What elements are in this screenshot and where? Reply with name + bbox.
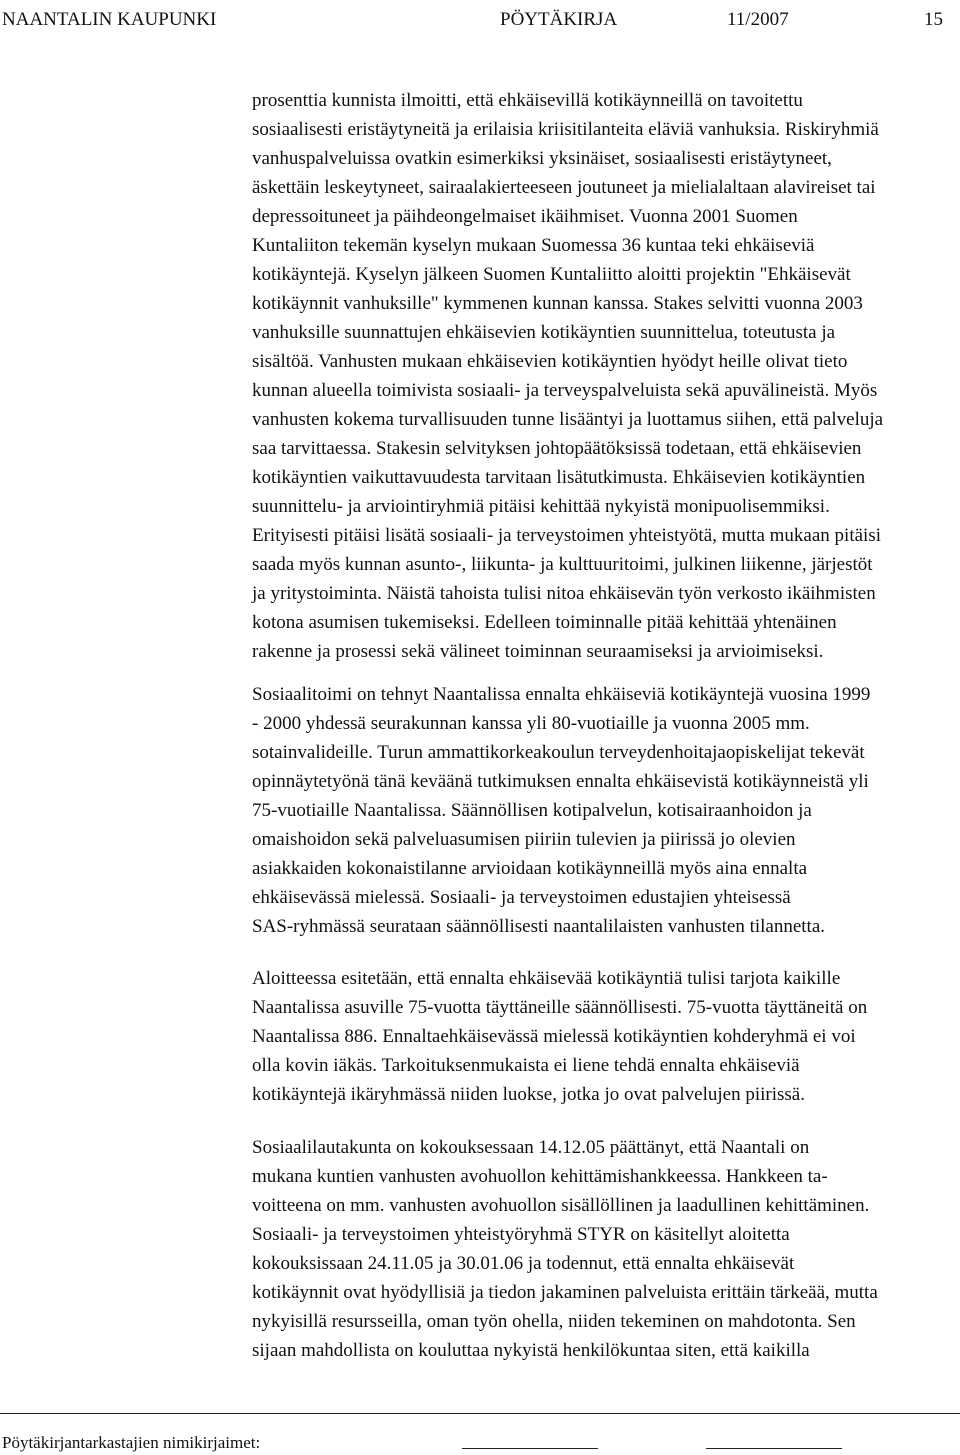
document-number: 11/2007 xyxy=(727,9,789,30)
text-line: kotona asumisen tukemiseksi. Edelleen toiminnalle pitää kehittää yhtenäinen xyxy=(252,612,837,633)
text-line: omaishoidon sekä palveluasumisen piiriin tulevien ja piirissä jo olevien xyxy=(252,829,796,850)
paragraph-1 xyxy=(252,86,883,666)
text-line: voitteena on mm. vanhusten avohuollon sisällöllinen ja laadullinen kehittäminen. xyxy=(252,1195,870,1216)
document-type: PÖYTÄKIRJA xyxy=(500,9,618,30)
text-line: Naantalissa 886. Ennaltaehkäisevässä mielessä kotikäyntien kohderyhmä ei voi xyxy=(252,1026,856,1047)
initials-signature-line xyxy=(706,1448,842,1449)
initials-signature-line xyxy=(462,1448,598,1449)
text-line: sisältöä. Vanhusten mukaan ehkäisevien kotikäyntien hyödyt heille olivat tieto xyxy=(252,351,848,372)
text-line: Erityisesti pitäisi lisätä sosiaali- ja terveystoimen yhteistyötä, mutta mukaan pitäisi xyxy=(252,525,881,546)
text-line: sijaan mahdollista on kouluttaa nykyistä henkilökuntaa siten, että kaikilla xyxy=(252,1340,810,1361)
text-line: sosiaalisesti eristäytyneitä ja erilaisia kriisitilanteita eläviä vanhuksia. Riskiryhmiä xyxy=(252,119,879,140)
text-line: ehkäisevässä mielessä. Sosiaali- ja terveystoimen edustajien yhteisessä xyxy=(252,887,791,908)
text-line: saa tarvittaessa. Stakesin selvityksen johtopäätöksissä todetaan, että ehkäisevien xyxy=(252,438,862,459)
text-line: ja yritystoiminta. Näistä tahoista tulisi nitoa ehkäisevän työn verkosto ikäihmisten xyxy=(252,583,876,604)
paragraph-4 xyxy=(252,1133,878,1365)
page-number: 15 xyxy=(924,9,943,30)
footer-divider xyxy=(0,1413,960,1414)
text-line: sotainvalideille. Turun ammattikorkeakoulun terveydenhoitajaopiskelijat tekevät xyxy=(252,742,865,763)
text-line: vanhuksille suunnattujen ehkäisevien kotikäyntien suunnittelua, toteutusta ja xyxy=(252,322,836,343)
text-line: äskettäin leskeytyneet, sairaalakierteeseen joutuneet ja mielialaltaan alavireiset tai xyxy=(252,177,876,198)
text-line: SAS-ryhmässä seurataan säännöllisesti naantalilaisten vanhusten tilannetta. xyxy=(252,916,826,937)
text-line: olla kovin iäkäs. Tarkoituksenmukaista ei liene tehdä ennalta ehkäiseviä xyxy=(252,1055,800,1076)
text-line: Kuntaliiton tekemän kyselyn mukaan Suomessa 36 kuntaa teki ehkäiseviä xyxy=(252,235,815,256)
text-line: kotikäynnit vanhuksille" kymmenen kunnan kanssa. Stakes selvitti vuonna 2003 xyxy=(252,293,863,314)
text-line: suunnittelu- ja arviointiryhmiä pitäisi kehittää nykyistä monipuolisemmiksi. xyxy=(252,496,830,517)
text-line: mukana kuntien vanhusten avohuollon kehittämishankkeessa. Hankkeen ta- xyxy=(252,1166,828,1187)
text-line: Aloitteessa esitetään, että ennalta ehkäisevää kotikäyntiä tulisi tarjota kaikille xyxy=(252,968,841,989)
text-line: Naantalissa asuville 75-vuotta täyttäneille säännöllisesti. 75-vuotta täyttäneitä on xyxy=(252,997,868,1018)
text-line: kunnan alueella toimivista sosiaali- ja terveyspalveluista sekä apuvälineistä. Myös xyxy=(252,380,878,401)
text-line: saada myös kunnan asunto-, liikunta- ja kulttuuritoimi, julkinen liikenne, järjestöt xyxy=(252,554,873,575)
text-line: asiakkaiden kokonaistilanne arvioidaan kotikäynneillä myös aina ennalta xyxy=(252,858,808,879)
text-line: Sosiaalilautakunta on kokouksessaan 14.12.05 päättänyt, että Naantali on xyxy=(252,1137,810,1158)
text-line: Sosiaalitoimi on tehnyt Naantalissa ennalta ehkäiseviä kotikäyntejä vuosina 1999 xyxy=(252,684,871,705)
text-line: vanhusten kokema turvallisuuden tunne lisääntyi ja luottamus siihen, että palveluja xyxy=(252,409,884,430)
paragraph-3 xyxy=(252,964,867,1109)
text-line: kotikäyntejä ikäryhmässä niiden luokse, jotka jo ovat palvelujen piirissä. xyxy=(252,1084,805,1105)
text-line: kotikäynnit ovat hyödyllisiä ja tiedon jakaminen palveluista erittäin tärkeää, mutta xyxy=(252,1282,878,1303)
text-line: opinnäytetyönä tänä keväänä tutkimuksen ennalta ehkäisevistä kotikäynneistä yli xyxy=(252,771,869,792)
page-header xyxy=(0,6,960,36)
text-line: vanhuspalveluissa ovatkin esimerkiksi yksinäiset, sosiaalisesti eristäytyneet, xyxy=(252,148,832,169)
paragraph-2 xyxy=(252,680,870,941)
text-line: kotikäyntejä. Kyselyn jälkeen Suomen Kuntaliitto aloitti projektin "Ehkäisevät xyxy=(252,264,851,285)
text-line: rakenne ja prosessi sekä välineet toiminnan seuraamiseksi ja arvioimiseksi. xyxy=(252,641,824,662)
text-line: kokouksissaan 24.11.05 ja 30.01.06 ja todennut, että ennalta ehkäisevät xyxy=(252,1253,795,1274)
text-line: depressoituneet ja päihdeongelmaiset ikäihmiset. Vuonna 2001 Suomen xyxy=(252,206,798,227)
text-line: 75-vuotiaille Naantalissa. Säännöllisen kotipalvelun, kotisairaanhoidon ja xyxy=(252,800,812,821)
text-line: kotikäyntien vaikuttavuudesta tarvitaan lisätutkimusta. Ehkäisevien kotikäyntien xyxy=(252,467,866,488)
text-line: - 2000 yhdessä seurakunnan kanssa yli 80-vuotiaille ja vuonna 2005 mm. xyxy=(252,713,810,734)
text-line: nykyisillä resursseilla, oman työn ohella, niiden tekeminen on mahdotonta. Sen xyxy=(252,1311,856,1332)
organization-name: NAANTALIN KAUPUNKI xyxy=(2,9,217,30)
text-line: Sosiaali- ja terveystoimen yhteistyöryhmä STYR on käsitellyt aloitetta xyxy=(252,1224,790,1245)
text-line: prosenttia kunnista ilmoitti, että ehkäisevillä kotikäynneillä on tavoitettu xyxy=(252,90,803,111)
footer-initials-label: Pöytäkirjantarkastajien nimikirjaimet: xyxy=(2,1433,261,1452)
